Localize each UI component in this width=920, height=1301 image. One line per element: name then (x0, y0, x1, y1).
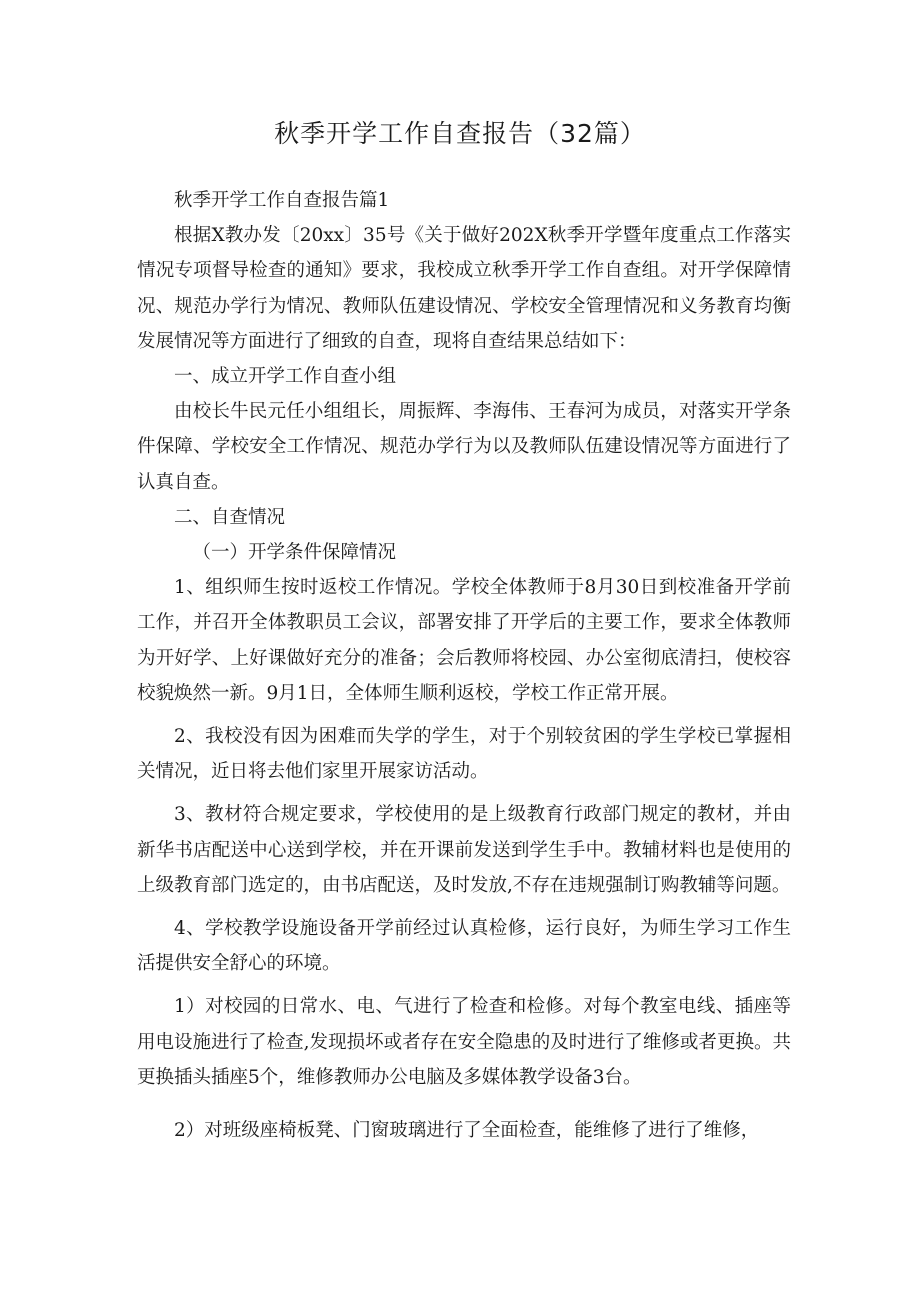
item-4-sub-2-paragraph: 2）对班级座椅板凳、门窗玻璃进行了全面检查，能维修了进行了维修， (174, 1120, 760, 1142)
item-2-paragraph: 2、我校没有因为困难而失学的学生，对于个别较贫困的学生学校已掌握相关情况，近日将去他们家里开展家访活动。 (137, 726, 791, 783)
item-3-paragraph: 3、教材符合规定要求，学校使用的是上级教育行政部门规定的教材，并由新华书店配送中心送到学校，并在开课前发送到学生手中。教辅材料也是使用的上级教育部门选定的，由书店配送，及时发放,不存在违规强制订购教辅等问题。 (137, 804, 791, 896)
section-heading-1: 一、成立开学工作自查小组 (174, 366, 397, 388)
section-1-paragraph: 由校长牛民元任小组组长，周振辉、李海伟、王春河为成员，对落实开学条件保障、学校安全工作情况、规范办学行为以及教师队伍建设情况等方面进行了认真自查。 (137, 401, 791, 493)
item-1-paragraph: 1、组织师生按时返校工作情况。学校全体教师于8月30日到校准备开学前工作，并召开全体教职员工会议，部署安排了开学后的主要工作，要求全体教师为开好学、上好课做好充分的准备；会后教师将校园、办公室彻底清扫，使校容校貌焕然一新。9月1日，全体师生顺利返校，学校工作正常开展。 (137, 577, 791, 704)
subsection-heading-1: （一）开学条件保障情况 (192, 542, 397, 564)
item-4-sub-1-paragraph: 1）对校园的日常水、电、气进行了检查和检修。对每个教室电线、插座等用电设施进行了检查,发现损坏或者存在安全隐患的及时进行了维修或者更换。共更换插头插座5个，维修教师办公电脑及多媒体教学设备3台。 (137, 996, 791, 1088)
section-heading-2: 二、自查情况 (174, 506, 286, 528)
item-4-paragraph: 4、学校教学设施设备开学前经过认真检修，运行良好，为师生学习工作生活提供安全舒心的环境。 (137, 918, 791, 975)
document-body (137, 183, 791, 1148)
document-title: 秋季开学工作自查报告（32篇） (274, 119, 646, 148)
report-subtitle: 秋季开学工作自查报告篇1 (174, 190, 390, 211)
intro-paragraph: 根据X教办发〔20xx〕35号《关于做好202X秋季开学暨年度重点工作落实情况专项督导检查的通知》要求，我校成立秋季开学工作自查组。对开学保障情况、规范办学行为情况、教师队伍建设情况、学校安全管理情况和义务教育均衡发展情况等方面进行了细致的自查，现将自查结果总结如下： (137, 225, 791, 352)
